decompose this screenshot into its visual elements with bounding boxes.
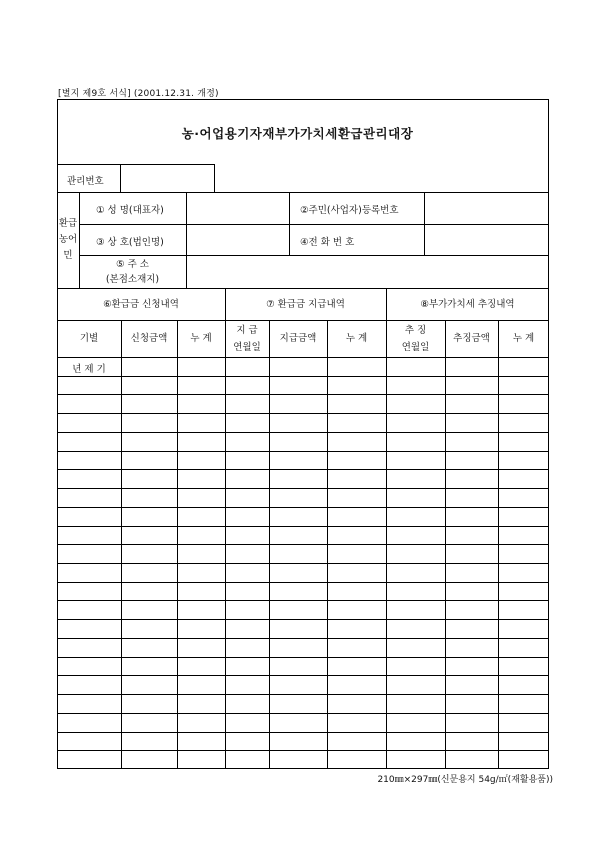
col-period: 기별 [79, 333, 99, 344]
table-row-divider [57, 657, 549, 658]
col-collection-date-2: 연월일 [401, 342, 430, 353]
col-payment-date-2: 연월일 [233, 342, 261, 353]
section-refund-payment: ⑦ 환급금 지급내역 [266, 299, 345, 310]
form-caption: [별지 제9호 서식] (2001.12.31. 개정) [58, 89, 219, 99]
table-row-divider [57, 413, 549, 414]
divider [386, 288, 387, 769]
phone-label: ④전 화 번 호 [300, 237, 355, 248]
side-group-label-3: 민 [63, 250, 73, 261]
col-request-amount: 신청금액 [130, 333, 168, 344]
section-vat-collection: ⑧부가가치세 추징내역 [420, 299, 515, 310]
divider [57, 192, 549, 193]
col-payment-date-1: 지 급 [236, 325, 258, 336]
page-title: 농·어업용기자재부가가치세환급관리대장 [181, 126, 414, 141]
side-group-label-1: 환급 [58, 218, 78, 229]
table-row-divider [57, 469, 549, 470]
table-row-divider [57, 713, 549, 714]
divider [225, 288, 226, 769]
business-label: ③ 상 호(법인명) [96, 237, 164, 248]
table-row-divider [57, 507, 549, 508]
table-row-divider [57, 488, 549, 489]
divider [57, 320, 549, 321]
col-request-cumulative: 누 계 [190, 333, 212, 344]
table-row-divider [57, 582, 549, 583]
col-collection-amount: 추징금액 [453, 333, 490, 344]
resident-no-label: ②주민(사업자)등록번호 [300, 205, 399, 216]
table-row-divider [57, 732, 549, 733]
address-label-2: (본점소재지) [105, 274, 160, 285]
table-row-divider [57, 544, 549, 545]
divider [79, 224, 549, 225]
table-row-divider [57, 600, 549, 601]
first-row-label: 년 제 기 [72, 364, 106, 375]
section-refund-request: ⑥환급금 신청내역 [103, 299, 179, 310]
divider [57, 288, 549, 289]
divider [424, 192, 425, 255]
table-row-divider [57, 432, 549, 433]
table-row-divider [57, 526, 549, 527]
table-row-divider [57, 451, 549, 452]
divider [120, 164, 121, 192]
col-collection-cumulative: 누 계 [512, 333, 535, 344]
form-frame [57, 99, 549, 769]
table-row-divider [57, 675, 549, 676]
table-row-divider [57, 376, 549, 377]
address-label-1: ⑤ 주 소 [116, 259, 149, 270]
name-label: ① 성 명(대표자) [96, 205, 164, 216]
divider [186, 192, 187, 288]
divider [214, 164, 215, 192]
table-row-divider [57, 563, 549, 564]
mgmt-no-value[interactable] [124, 166, 212, 190]
col-payment-cumulative: 누 계 [345, 333, 368, 344]
table-row-divider [57, 694, 549, 695]
col-collection-date-1: 추 징 [404, 325, 427, 336]
col-payment-amount: 지급금액 [279, 333, 317, 344]
divider [57, 164, 215, 165]
footer-note: 210㎜×297㎜(신문용지 54g/㎡(재활용품)) [377, 775, 553, 785]
table-row-divider [57, 394, 549, 395]
table-row-divider [57, 638, 549, 639]
divider [57, 357, 549, 358]
table-row-divider [57, 619, 549, 620]
side-group-label-2: 농어 [58, 234, 78, 245]
mgmt-no-label: 관리번호 [67, 176, 104, 187]
table-row-divider [57, 750, 549, 751]
divider [289, 192, 290, 255]
